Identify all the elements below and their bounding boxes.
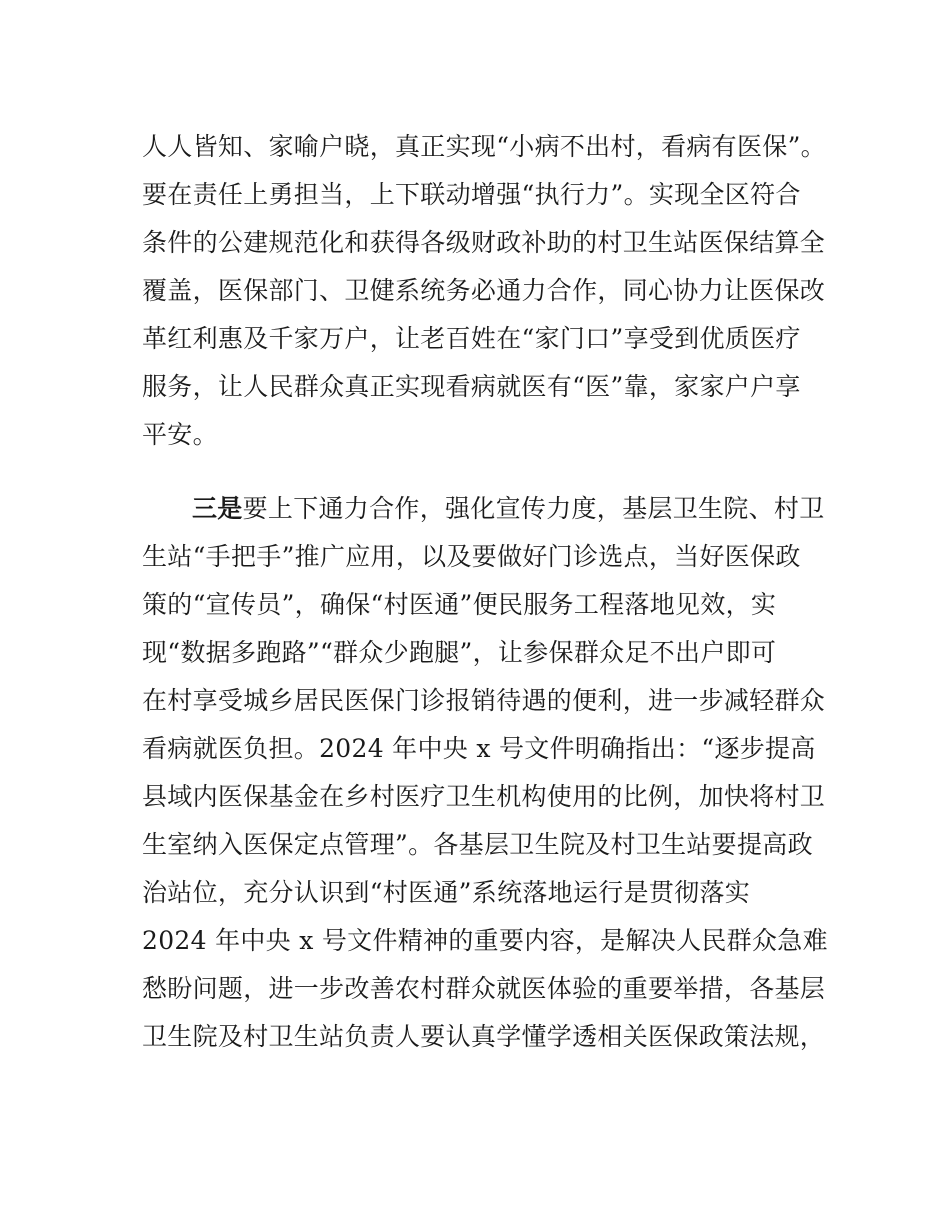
text-line: 条件的公建规范化和获得各级财政补助的村卫生站医保结算全 [142,228,826,257]
text-line: 2024 年中央 x 号文件精神的重要内容，是解决人民群众急难 [142,926,828,955]
text-line: 卫生院及村卫生站负责人要认真学懂学透相关医保政策法规， [142,1022,826,1051]
text-line: 人人皆知、家喻户晓，真正实现“小病不出村，看病有医保”。 [142,132,826,161]
text-line: 生站“手把手”推广应用，以及要做好门诊选点，当好医保政 [142,542,801,571]
text-line: 治站位，充分认识到“村医通”系统落地运行是贯彻落实 [142,878,751,907]
text-line: 革红利惠及千家万户，让老百姓在“家门口”享受到优质医疗 [142,324,801,353]
text-line: 平安。 [142,420,218,449]
paragraph-lead: 三是 [192,494,243,523]
text-line: 策的“宣传员”，确保“村医通”便民服务工程落地见效，实 [142,590,777,619]
first-line-text: 要上下通力合作，强化宣传力度，基层卫生院、村卫 [242,494,825,523]
text-line: 服务，让人民群众真正实现看病就医有“医”靠，家家户户享 [142,372,801,401]
text-line: 覆盖，医保部门、卫健系统务必通力合作，同心协力让医保改 [142,276,826,305]
text-line: 县域内医保基金在乡村医疗卫生机构使用的比例，加快将村卫 [142,782,826,811]
text-line: 看病就医负担。2024 年中央 x 号文件明确指出：“逐步提高 [142,734,816,763]
text-line: 生室纳入医保定点管理”。各基层卫生院及村卫生站要提高政 [142,830,813,859]
text-line: 在村享受城乡居民医保门诊报销待遇的便利，进一步减轻群众 [142,686,826,715]
text-line: 要在责任上勇担当，上下联动增强“执行力”。实现全区符合 [142,180,801,209]
text-line: 现“数据多跑路”“群众少跑腿”，让参保群众足不出户即可 [142,638,777,667]
text-line: 愁盼问题，进一步改善农村群众就医体验的重要举措，各基层 [142,974,826,1003]
text-line [192,494,892,524]
